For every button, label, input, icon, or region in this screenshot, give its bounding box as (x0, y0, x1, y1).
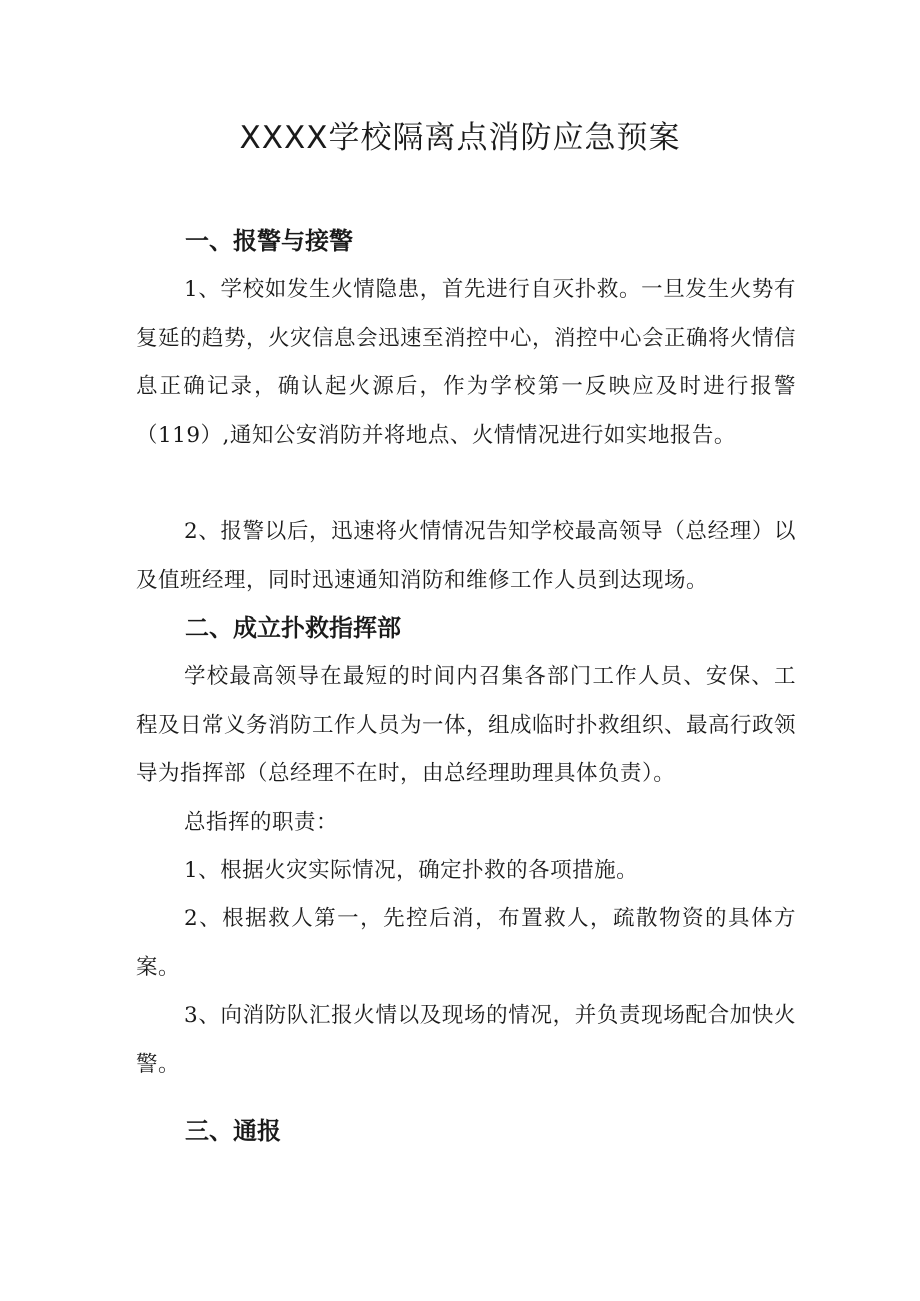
paragraph-alarm-1: 1、学校如发生火情隐患，首先进行自灭扑救。一旦发生火势有复延的趋势，火灾信息会迅速至消控中心，消控中心会正确将火情信息正确记录，确认起火源后，作为学校第一反映应及时进行报警（119）,通知公安消防并将地点、火情情况进行如实地报告。 (136, 277, 797, 448)
document-title: XXXX学校隔离点消防应急预案 (239, 120, 681, 156)
section-heading-alarm: 一、报警与接警 (185, 227, 353, 255)
paragraph-alarm-2: 2、报警以后，迅速将火情情况告知学校最高领导（总经理）以及值班经理，同时迅速通知消防和维修工作人员到达现场。 (136, 519, 796, 593)
paragraph-command-duties-label: 总指挥的职责： (184, 810, 339, 835)
section-heading-command: 二、成立扑救指挥部 (185, 614, 401, 642)
paragraph-command-1: 学校最高领导在最短的时间内召集各部门工作人员、安保、工程及日常义务消防工作人员为一体，组成临时扑救组织、最高行政领导为指挥部（总经理不在时，由总经理助理具体负责）。 (136, 664, 797, 786)
paragraph-command-duty-2: 2、根据救人第一，先控后消，布置救人，疏散物资的具体方案。 (136, 906, 796, 980)
paragraph-command-duty-3: 3、向消防队汇报火情以及现场的情况，并负责现场配合加快火警。 (136, 1003, 796, 1077)
paragraph-command-duty-1: 1、根据火灾实际情况，确定扑救的各项措施。 (184, 858, 639, 883)
section-heading-notify: 三、通报 (185, 1117, 281, 1145)
